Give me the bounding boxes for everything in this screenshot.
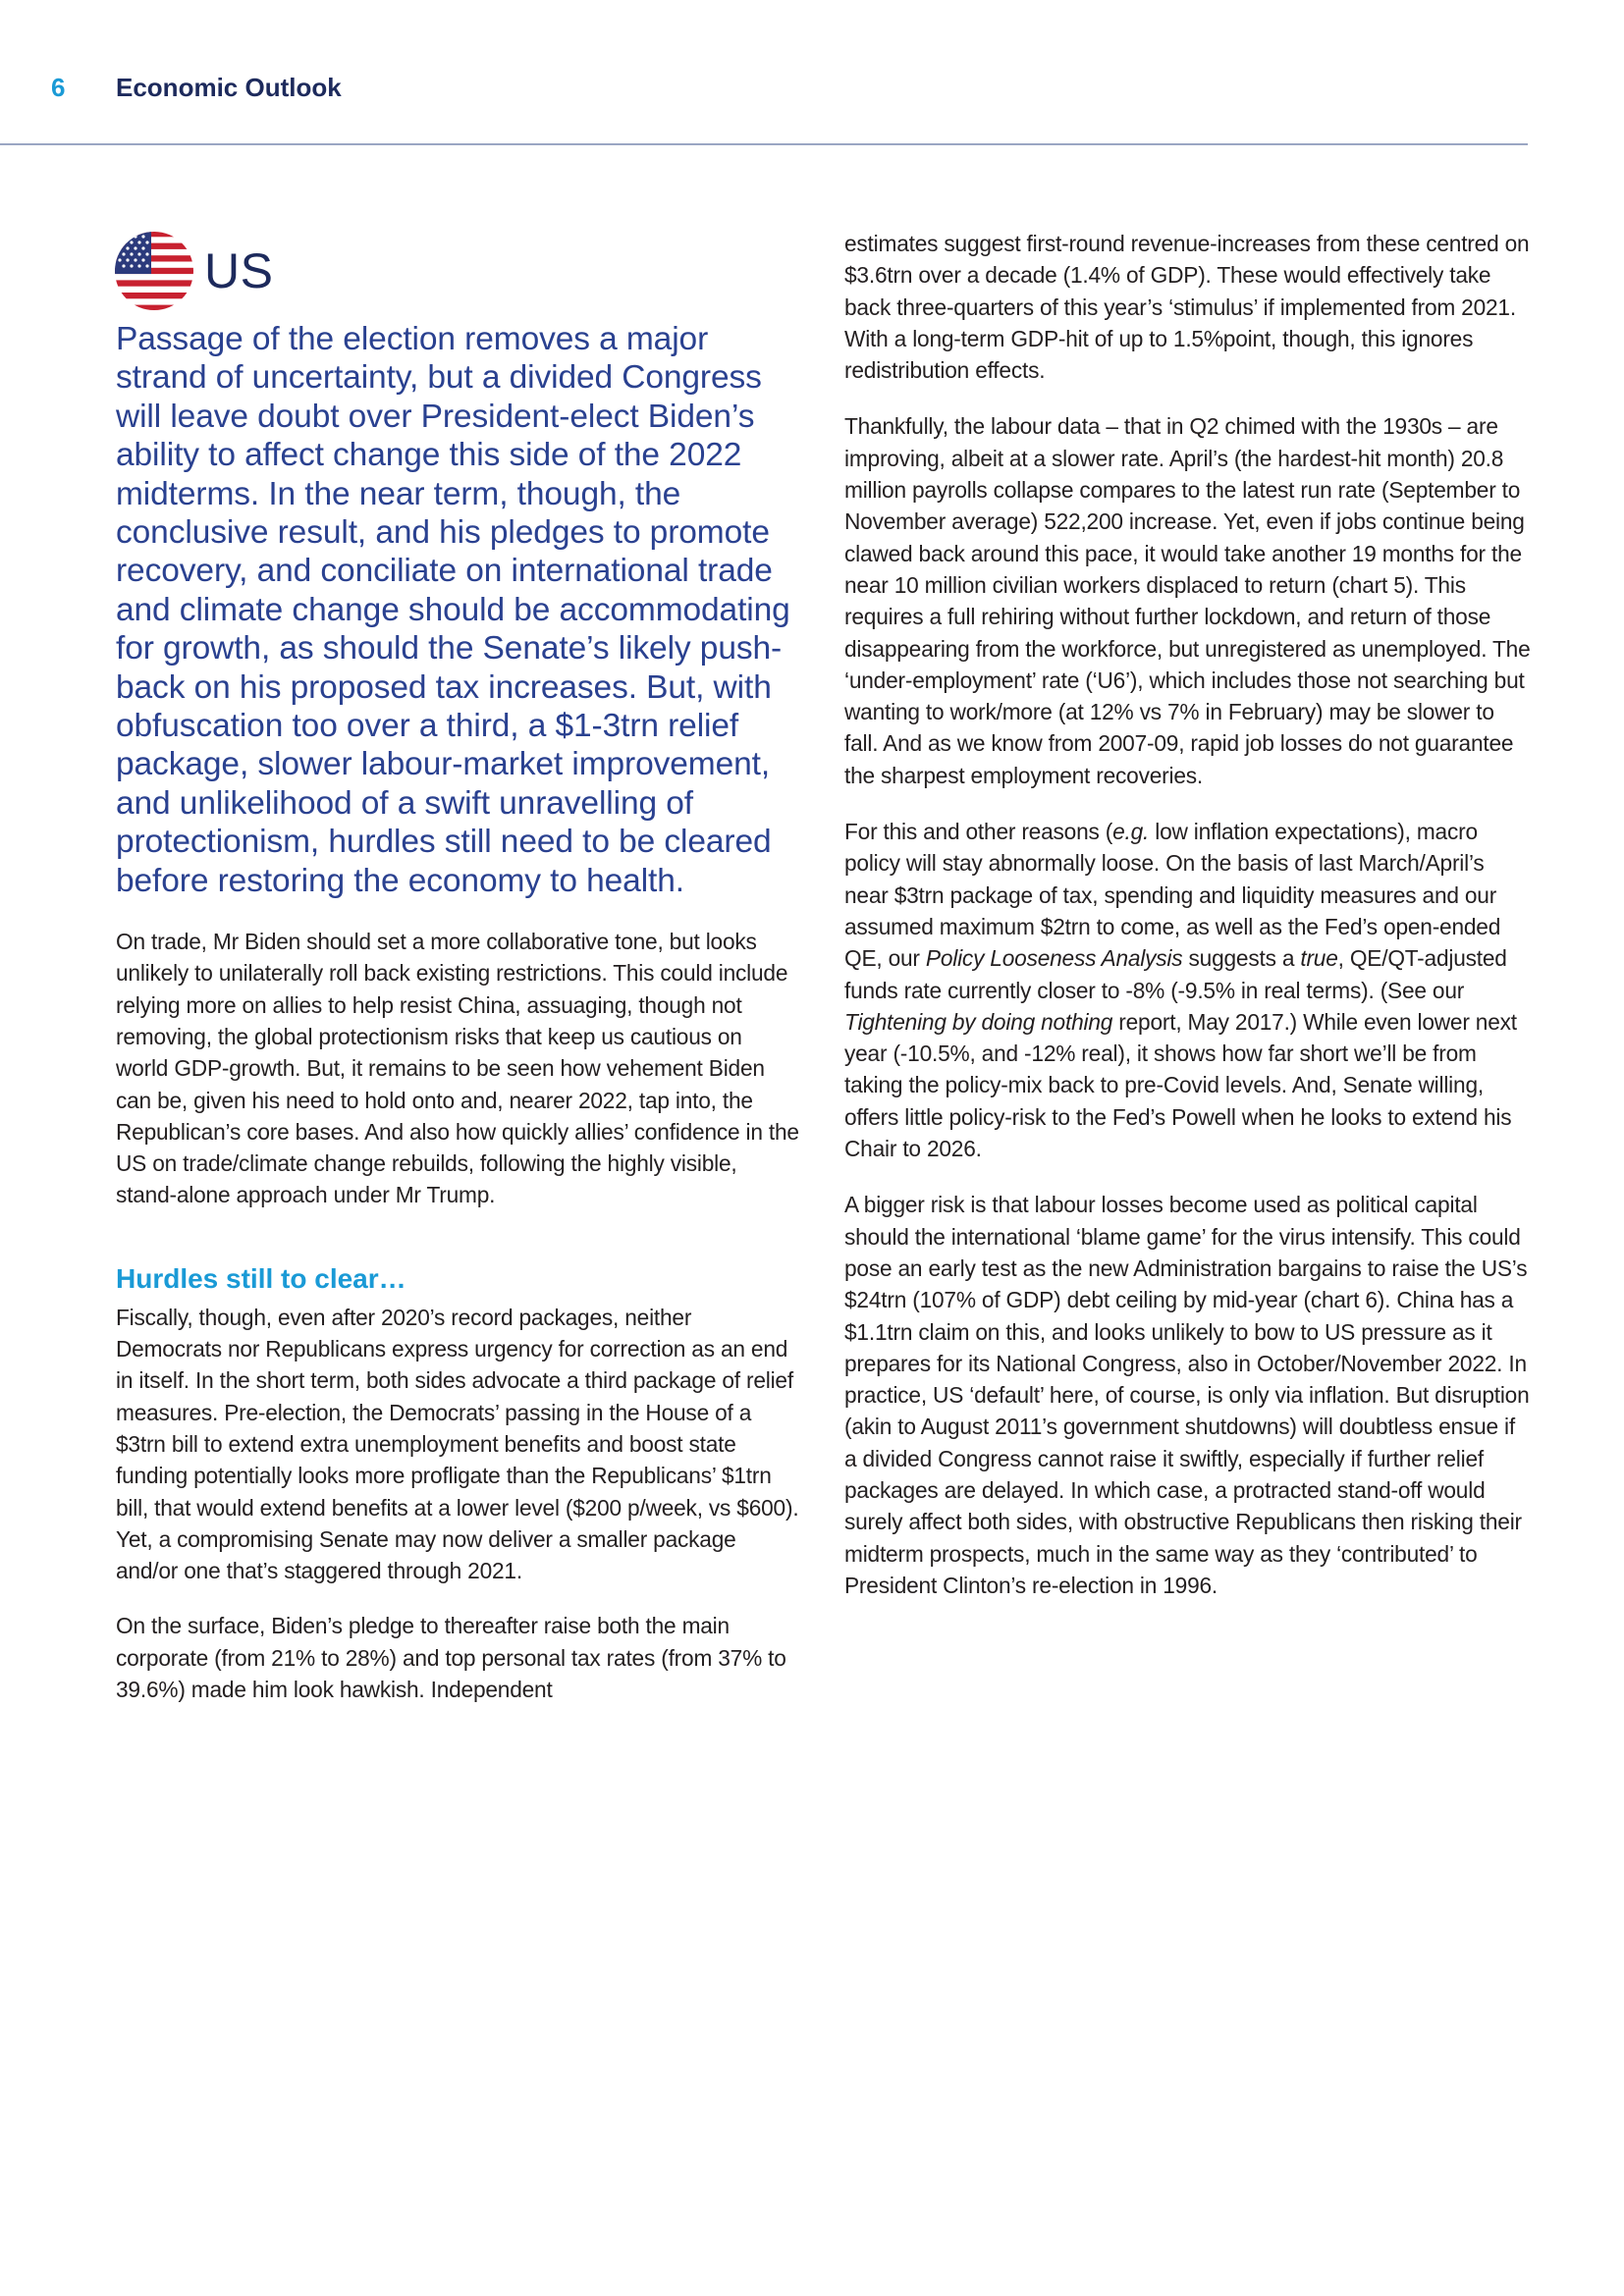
body-paragraph: Thankfully, the labour data – that in Q2 chimed with the 1930s – are improving, albeit at a slower rate. April’s (the hardest-hit month) 20.8 million payrolls collapse compares to the latest run rate (September to November average) 522,200 increase. Yet, even if jobs continue being clawed back around this pace, it would take another 19 months for the near 10 million civilian workers displaced to return (chart 5). This requires a full rehiring without further lockdown, and return of those disappearing from the workforce, but unregistered as unemployed. The ‘under-employment’ rate (‘U6’), which includes those not searching but wanting to work/more (at 12% vs 7% in February) may be slower to fall. And as we know from 2007-09, rapid job losses do not guarantee the sharpest employment recoveries. xyxy=(844,413,1531,788)
italic-text: Policy Looseness Analysis xyxy=(925,945,1183,972)
text-run: suggests a xyxy=(1182,945,1301,972)
body-paragraph: estimates suggest first-round revenue-increases from these centred on $3.6trn over a decade (1.4% of GDP). These would effectively take back three-quarters of this year’s ‘stimulus’ if implemented from 2021. With a long-term GDP-hit of up to 1.5%point, though, this ignores redistribution effects. xyxy=(844,231,1530,384)
body-paragraph: Fiscally, though, even after 2020’s record packages, neither Democrats nor Republicans express urgency for correction as an end in itself. In the short term, both sides advocate a third package of relief measures. Pre-election, the Democrats’ passing in the House of a $3trn bill to extend extra unemployment benefits and boost state funding potentially looks more profligate than the Republicans’ $1trn bill, that would extend benefits at a lower level ($200 p/week, vs $600). Yet, a compromising Senate may now deliver a smaller package and/or one that’s staggered through 2021. xyxy=(116,1304,799,1584)
text-run: For this and other reasons ( xyxy=(844,819,1113,845)
italic-text: e.g. xyxy=(1112,819,1150,845)
text-run: , QE/QT-adjusted funds rate currently closer to -8% (-9.5% in real terms). (See our xyxy=(844,945,1507,1003)
text-run: low inflation expectations), macro policy will stay abnormally loose. On the basis of last March/April’s near $3trn package of tax, spending and liquidity measures and our assumed maximum $2trn to come, as well as the Fed’s open-ended QE, our xyxy=(844,819,1501,972)
body-paragraph xyxy=(844,816,1532,1164)
header-divider xyxy=(0,143,1528,145)
section-heading xyxy=(114,226,799,316)
subheading: Hurdles still to clear… xyxy=(116,1262,406,1294)
us-flag-icon xyxy=(114,231,194,311)
page-header xyxy=(0,0,1624,145)
body-paragraph: A bigger risk is that labour losses become used as political capital should the international ‘blame game’ for the virus intensify. This could pose an early test as the new Administration bargains to raise the US’s $24trn (107% of GDP) debt ceiling by mid-year (chart 6). China has a $1.1trn claim on this, and looks unlikely to bow to US pressure as it prepares for its National Congress, also in October/November 2022. In practice, US ‘default’ here, of course, is only via inflation. But disruption (akin to August 2011’s government shutdowns) will doubtless ensue if a divided Congress cannot raise it swiftly, especially if further relief packages are delayed. In which case, a protracted stand-off would surely affect both sides, with obstructive Republicans then risking their midterm prospects, much in the same way as they ‘contributed’ to President Clinton’s re-election in 1996. xyxy=(844,1192,1530,1598)
italic-text: Tightening by doing nothing xyxy=(844,1008,1113,1035)
italic-text: true xyxy=(1300,945,1338,972)
body-paragraph: On the surface, Biden’s pledge to thereafter raise both the main corporate (from 21% to 28%) and top personal tax rates (from 37% to 39.6%) made him look hawkish. Independent xyxy=(116,1613,786,1703)
header-title: Economic Outlook xyxy=(116,73,342,102)
body-paragraph: On trade, Mr Biden should set a more collaborative tone, but looks unlikely to unilaterally roll back existing restrictions. This could include relying more on allies to help resist China, assuaging, though not removing, the global protectionism risks that keep us cautious on world GDP-growth. But, it remains to be seen how vehement Biden can be, given his need to hold onto and, nearer 2022, tap into, the Republican’s core bases. And also how quickly allies’ confidence in the US on trade/climate change rebuilds, following the highly visible, stand-alone approach under Mr Trump. xyxy=(116,929,799,1208)
text-run: report, May 2017.) While even lower next year (-10.5%, and -12% real), it shows how far short we’ll be from taking the policy-mix back to pre-Covid levels. And, Senate willing, offers little policy-risk to the Fed’s Powell when he looks to extend his Chair to 2026. xyxy=(844,1008,1517,1162)
right-column xyxy=(844,228,1532,1601)
section-title: US xyxy=(204,243,274,298)
left-column xyxy=(116,226,799,1705)
page-number: 6 xyxy=(51,73,66,102)
intro-paragraph: Passage of the election removes a major strand of uncertainty, but a divided Congress will leave doubt over President-elect Biden’s ability to affect change this side of the 2022 midterms. In the near term, though, the conclusive result, and his pledges to promote recovery, and conciliate on international trade and climate change should be accommodating for growth, as should the Senate’s likely push-back on his proposed tax increases. But, with obfuscation too over a third, a $1-3trn relief package, slower labour-market improvement, and unlikelihood of a swift unravelling of protectionism, hurdles still need to be cleared before restoring the economy to health. xyxy=(116,321,790,899)
